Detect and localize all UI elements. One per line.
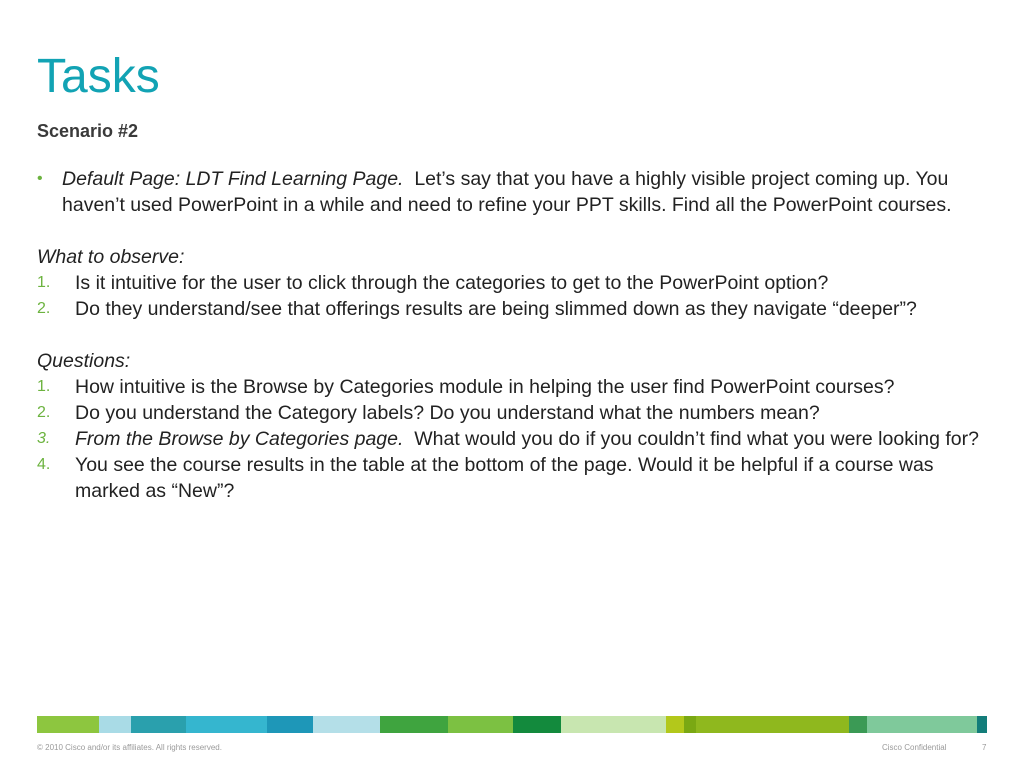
scenario-heading: Scenario #2: [37, 121, 139, 141]
list-number: 2.: [37, 300, 51, 317]
observe-label: What to observe:: [37, 246, 185, 268]
page-number: 7: [982, 743, 987, 752]
stripe-segment: [696, 716, 849, 733]
list-item: [37, 296, 1002, 322]
list-number: 2.: [37, 404, 51, 421]
observe-list: [37, 270, 1002, 322]
stripe-segment: [380, 716, 448, 733]
list-item-text: Is it intuitive for the user to click through the categories to get to the PowerPoint option?: [75, 272, 829, 294]
list-item-text: Do they understand/see that offerings results are being slimmed down as they navigate “deeper”?: [75, 298, 917, 320]
stripe-segment: [867, 716, 977, 733]
stripe-segment: [849, 716, 867, 733]
slide-title: Tasks: [37, 50, 160, 103]
list-item-text: Do you understand the Category labels? Do you understand what the numbers mean?: [75, 402, 820, 424]
questions-label: Questions:: [37, 350, 131, 372]
bullet-lead: Default Page: LDT Find Learning Page.: [62, 168, 404, 190]
list-number: 3.: [37, 430, 51, 447]
list-item: [37, 270, 1002, 296]
stripe-segment: [513, 716, 561, 733]
questions-list: [37, 374, 1002, 504]
stripe-segment: [37, 716, 99, 733]
footer-color-stripe: [37, 716, 987, 733]
slide-body: [37, 166, 1002, 504]
list-item: [37, 452, 1002, 504]
scenario-bullet: [37, 166, 1002, 218]
list-number: 4.: [37, 456, 51, 473]
stripe-segment: [131, 716, 186, 733]
stripe-segment: [561, 716, 666, 733]
list-item: [37, 426, 1002, 452]
list-item: [37, 400, 1002, 426]
stripe-segment: [267, 716, 313, 733]
stripe-segment: [666, 716, 684, 733]
list-item-text: You see the course results in the table at the bottom of the page. Would it be helpful if a course was marked as “New”?: [75, 454, 934, 502]
stripe-segment: [186, 716, 267, 733]
stripe-segment: [448, 716, 513, 733]
confidential-label: Cisco Confidential: [882, 743, 947, 752]
list-item: [37, 374, 1002, 400]
bullet-dot-icon: •: [37, 170, 43, 187]
list-number: 1.: [37, 274, 51, 291]
list-item-text: How intuitive is the Browse by Categories module in helping the user find PowerPoint courses?: [75, 376, 895, 398]
list-number: 1.: [37, 378, 51, 395]
stripe-segment: [313, 716, 380, 733]
stripe-segment: [684, 716, 696, 733]
copyright-notice: © 2010 Cisco and/or its affiliates. All rights reserved.: [37, 743, 222, 752]
stripe-segment: [977, 716, 987, 733]
stripe-segment: [99, 716, 131, 733]
list-item-text: What would you do if you couldn’t find what you were looking for?: [414, 428, 979, 450]
bullet-text: Let’s say that you have a highly visible project coming up. You haven’t used PowerPoint in a while and need to refine your PPT skills. Find all the PowerPoint courses.: [62, 168, 952, 216]
list-item-lead: From the Browse by Categories page.: [75, 428, 404, 450]
